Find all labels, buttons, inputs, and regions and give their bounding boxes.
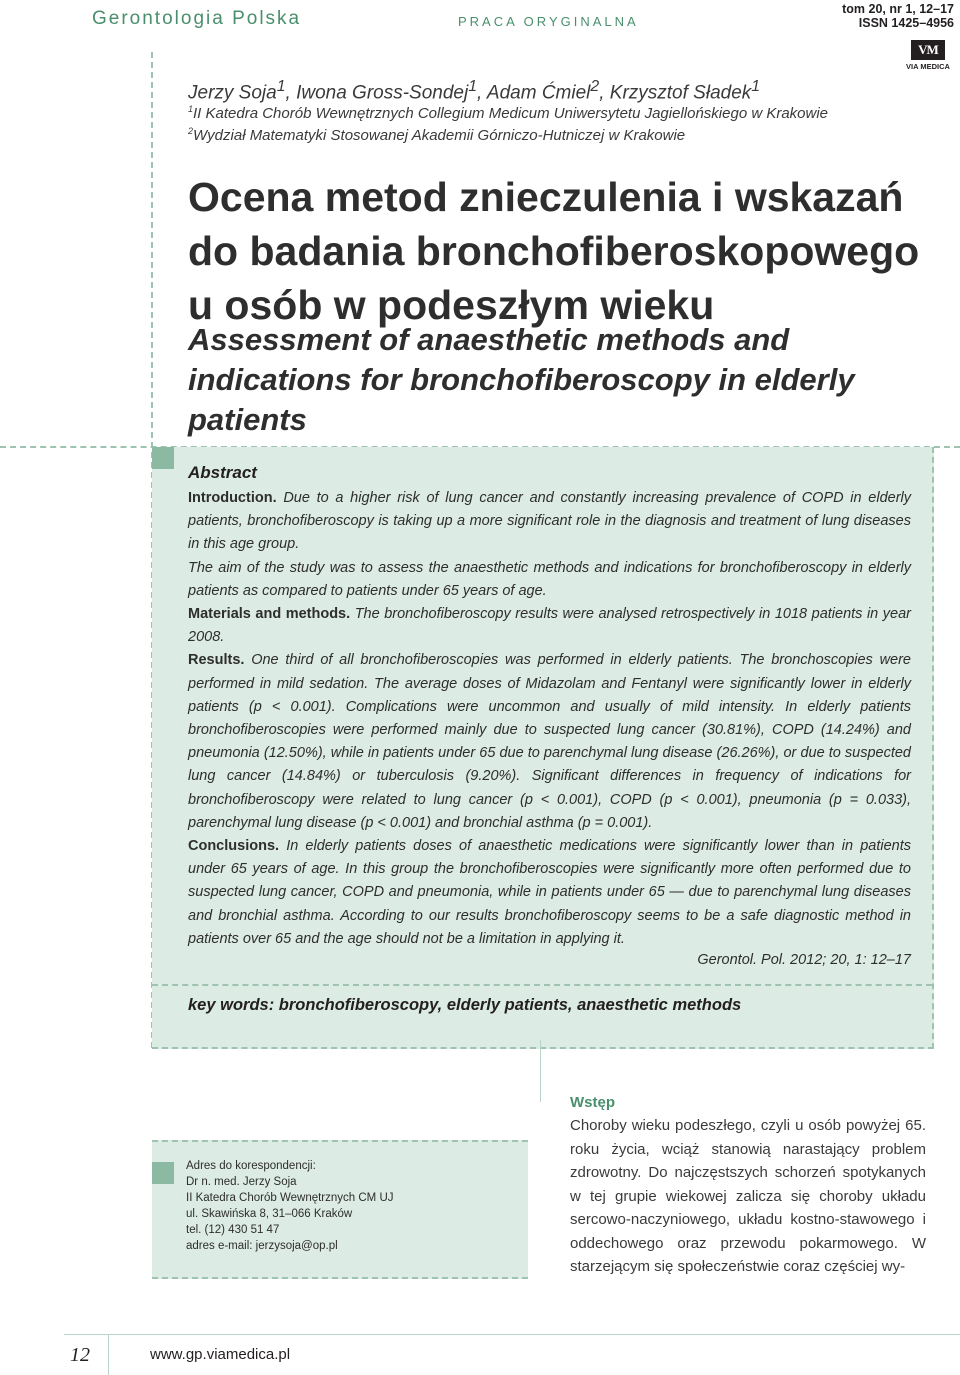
website-url: www.gp.viamedica.pl: [150, 1346, 291, 1363]
correspondence-line: ul. Skawińska 8, 31–066 Kraków: [186, 1208, 353, 1220]
abstract-conclusions: [188, 835, 911, 951]
issue-info: [842, 2, 954, 30]
page-number: 12: [70, 1344, 90, 1366]
methods-text: The bronchofiberoscopy results were analysed retrospectively in 1018 patients in year 2008.: [188, 606, 911, 646]
volume-info: tom 20, nr 1, 12–17: [842, 2, 954, 16]
abstract-methods: [188, 603, 911, 649]
author-affiliation-number: 1: [276, 78, 286, 95]
affiliation: [188, 126, 685, 144]
introduction-label: Introduction.: [188, 490, 277, 506]
correspondence-text: [186, 1158, 394, 1254]
affiliation-text: Wydział Matematyki Stosowanej Akademii Górniczo-Hutniczej w Krakowie: [193, 127, 686, 144]
section-marker-square: [152, 1162, 174, 1184]
correspondence-line: tel. (12) 430 51 47: [186, 1224, 280, 1236]
conclusions-label: Conclusions.: [188, 838, 280, 855]
author-affiliation-number: 2: [590, 78, 600, 95]
results-text: One third of all bronchofiberoscopies was performed in elderly patients. The bronchoscopies were performed in mild sedation. The average doses of Midazolam and Fentanyl were significantly lower in elderly patients (p < 0.001). Complications were uncommon and usually of mild intensity. In elderly patients bronchofiberoscopies were performed mainly due to suspected lung cancer (30.81%), COPD (14.24%) and pneumonia (12.50%), while in patients under 65 due to parenchymal lung disease (26.26%), or due to suspected lung cancer (14.84%) or tuberculosis (9.20%). Significant differences in frequency of indications for bronchofiberoscopy were related to lung cancer (p < 0.001), COPD (p < 0.001), pneumonia (p = 0.033), parenchymal lung disease (p < 0.001) and bronchial asthma (p = 0.001).: [188, 652, 911, 831]
affiliation: [188, 104, 828, 122]
conclusions-text: In elderly patients doses of anaesthetic medications were significantly lower than in patients under 65 years of age. In this group the bronchofiberoscopies were significantly more often performed due to suspected lung cancer, COPD and pneumonia, while in patients under 65 — due to parenchymal lung diseases and bronchial asthma. According to our results bronchofiberoscopy seems to be a safe diagnostic method in patients over 65 and the age should not be a limitation in applying it.: [188, 838, 912, 947]
abstract-heading: Abstract: [188, 463, 257, 482]
footer-divider: [108, 1334, 109, 1375]
correspondence-heading: Adres do korespondencji:: [186, 1160, 316, 1172]
affiliation-text: II Katedra Chorób Wewnętrznych Collegium Medicum Uniwersytetu Jagiellońskiego w Krakowie: [193, 105, 829, 122]
author-name: Jerzy Soja: [188, 82, 277, 104]
abstract-introduction: [188, 487, 911, 557]
abstract-aim: The aim of the study was to assess the anaesthetic methods and indications for bronchofiberoscopy in elderly patients as compared to patients under 65 years of age.: [188, 559, 911, 599]
article-type-label: PRACA ORYGINALNA: [458, 14, 639, 29]
abstract-results: [188, 649, 911, 835]
article-title-english: Assessment of anaesthetic methods and indications for bronchofiberoscopy in elderly patients: [188, 322, 855, 437]
affiliation-number: 2: [188, 126, 194, 136]
article-title-polish: Ocena metod znieczulenia i wskazań do badania bronchofiberoskopowego u osób w podeszłym wieku: [188, 174, 920, 328]
author-name: Krzysztof Sładek: [609, 82, 752, 104]
author-name: Adam Ćmiel: [486, 82, 591, 104]
logo-text: VIA MEDICA: [906, 62, 950, 71]
author-affiliation-number: 1: [468, 78, 478, 95]
intro-heading: Wstęp: [570, 1094, 615, 1111]
citation: Gerontol. Pol. 2012; 20, 1: 12–17: [697, 952, 911, 968]
logo-mark: VM: [911, 40, 945, 60]
author-list: Jerzy Soja$^1$, Iwona Gross-Sondej$^1$, Adam Ćmiel$^2$, Krzysztof Sładek$^1$: [188, 78, 761, 104]
publisher-logo: [902, 40, 954, 71]
section-marker-square: [152, 447, 174, 469]
affiliation-number: 1: [188, 104, 194, 114]
abstract-body: [188, 487, 911, 951]
correspondence-email: adres e-mail: jerzysoja@op.pl: [186, 1240, 338, 1252]
keywords: key words: bronchofiberoscopy, elderly patients, anaesthetic methods: [188, 996, 742, 1014]
methods-label: Materials and methods.: [188, 606, 351, 623]
footer-rule: [64, 1334, 960, 1335]
introduction-text: Due to a higher risk of lung cancer and constantly increasing prevalence of COPD in elderly patients, bronchofiberoscopy is taking up a more significant role in the diagnosis and treatment of lung diseases in this age group.: [188, 490, 912, 553]
keywords-separator: [152, 984, 932, 986]
results-label: Results.: [188, 652, 245, 669]
correspondence-line: Dr n. med. Jerzy Soja: [186, 1176, 297, 1188]
intro-text: Choroby wieku podeszłego, czyli u osób powyżej 65. roku życia, wciąż stanowią narastający problem zdrowotny. Do najczęstszych schorzeń spotykanych w tej grupie wiekowej zalicza się choroby układu sercowo-naczyniowego, układu kostno-stawowego i oddechowego oraz przewodu pokarmowego. W starzejącym się społeczeństwie coraz częściej wy-: [570, 1117, 926, 1275]
author-affiliation-number: 1: [751, 78, 761, 95]
journal-name: Gerontologia Polska: [92, 8, 302, 29]
correspondence-line: II Katedra Chorób Wewnętrznych CM UJ: [186, 1192, 394, 1204]
column-divider: [540, 1040, 541, 1102]
author-name: Iwona Gross-Sondej: [296, 82, 469, 104]
issn: ISSN 1425–4956: [858, 16, 954, 30]
